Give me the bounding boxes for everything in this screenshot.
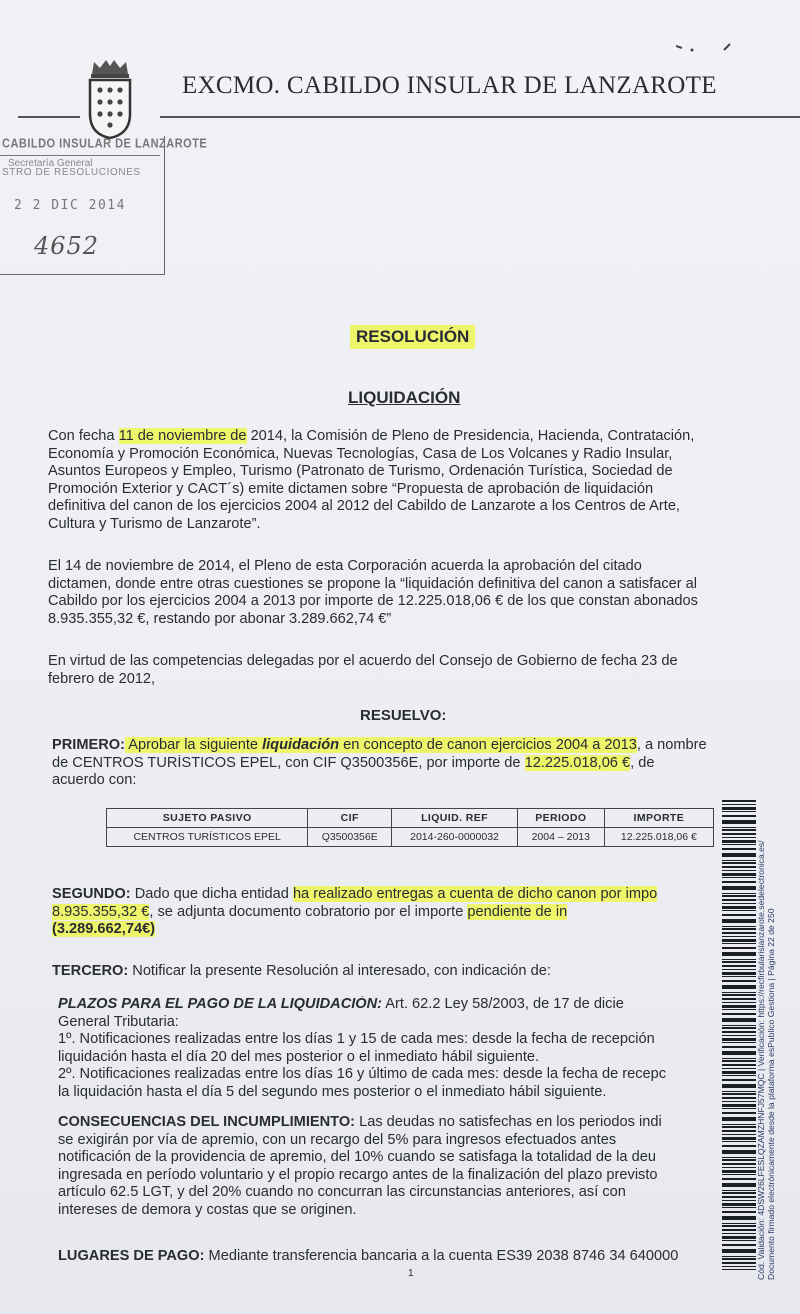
stamp-institution: CABILDO INSULAR DE LANZAROTE bbox=[2, 137, 208, 151]
paragraph-competencias: En virtud de las competencias delegadas por el acuerdo del Consejo de Gobierno de fecha 23 de febrero de 2012, bbox=[48, 653, 678, 687]
stamp-department: Secretaría General bbox=[8, 158, 93, 169]
paragraph-lugares: LUGARES DE PAGO: Mediante transferencia bancaria a la cuenta ES39 2038 8746 34 640000 bbox=[58, 1248, 679, 1264]
document-subtitle: LIQUIDACIÓN bbox=[348, 388, 461, 407]
header-rule-right bbox=[160, 116, 800, 118]
paragraph-plazos: PLAZOS PARA EL PAGO DE LA LIQUIDACIÓN: Art. 62.2 Ley 58/2003, de 17 de dicie General Tributaria: 1º. Notificaciones realizadas entre los días 1 y 15 de cada mes: desde la fecha de recepción liquidación hasta el día 20 del mes posterior o el inmediato hábil siguiente. 2º. Notificaciones realizadas entre los días 16 y último de cada mes: desde la fecha de recepc la liquidación hasta el día 5 del segundo mes posterior o el inmediato hábil siguiente. bbox=[58, 996, 667, 1100]
paragraph-primero: PRIMERO: Aprobar la siguiente liquidación en concepto de canon ejercicios 2004 a 2013, a nombre de CENTROS TURÍSTICOS EPEL, con CIF Q3500356E, por importe de 12.225.018,06 €, de acuerdo con: bbox=[52, 737, 707, 788]
stamp-number: 4652 bbox=[34, 232, 100, 260]
table-row: CENTROS TURÍSTICOS EPEL Q3500356E 2014-260-0000032 2004 – 2013 12.225.018,06 € bbox=[107, 828, 714, 847]
paragraph-pleno: El 14 de noviembre de 2014, el Pleno de esta Corporación acuerda la aprobación del citado dictamen, donde entre otras cuestiones se propone la “liquidación definitiva del canon a satisfacer al Cabildo por los ejercicios 2004 a 2013 por importe de 12.225.018,06 € de los que constan abonados 8.935.355,32 €, restando por abonar 3.289.662,74 €” bbox=[48, 558, 698, 627]
validation-text: Cód. Validación: 4DSW26LFESLQZAMZHNFJ57MQC | Verificación: https://recfirbularislanzarote.sedelectronica.es/ Documento firmado electrónicamente desde la plataforma esPublico Gestiona | Página 22 de 250 bbox=[756, 840, 776, 1280]
paragraph-segundo: SEGUNDO: Dado que dicha entidad ha realizado entregas a cuenta de dicho canon por impo 8.935.355,32 €, se adjunta documento cobratorio por el importe pendiente de in (3.289.662,74€) bbox=[52, 886, 658, 937]
paragraph-intro: Con fecha 11 de noviembre de 2014, la Comisión de Pleno de Presidencia, Hacienda, Contratación, Economía y Promoción Económica, Nuevas Tecnologías, Casa de Los Volcanes y Radio Insular, Asuntos Europeos y Empleo, Turismo (Patronato de Turismo, Ordenación Turística, Sociedad de Promoción Exterior y CACT´s) emite dictamen sobre “Propuesta de aprobación de liquidación definitiva del canon de los ejercicios 2004 al 2012 del Cabildo de Lanzarote a los Centros de Arte, Cultura y Turismo de Lanzarote”. bbox=[48, 428, 695, 532]
highlight-amount: 12.225.018,06 € bbox=[524, 754, 631, 771]
highlight-pending-amount: (3.289.662,74€) bbox=[52, 921, 156, 937]
stamp-registry: STRO DE RESOLUCIONES bbox=[2, 167, 141, 178]
coat-of-arms-icon bbox=[84, 58, 136, 140]
ink-marks bbox=[676, 40, 736, 56]
stamp-date: 2 2 DIC 2014 bbox=[14, 198, 126, 213]
highlight-date: 11 de noviembre de bbox=[118, 428, 247, 444]
paragraph-consecuencias: CONSECUENCIAS DEL INCUMPLIMIENTO: Las deudas no satisfechas en los periodos indi se exigirán por vía de apremio, con un recargo del 5% para ingresos efectuados antes notificación de la providencia de apremio, del 10% cuando se satisfaga la totalidad de la deu ingresada en período voluntario y el propio recargo antes de la finalización del plazo previsto artículo 62.5 LGT, y del 20% cuando no concurran las circunstancias anteriores, así con intereses de demora y costas que se originen. bbox=[58, 1114, 662, 1218]
document-title: RESOLUCIÓN bbox=[350, 325, 475, 349]
header-rule-left bbox=[18, 116, 80, 118]
page-number: 1 bbox=[408, 1268, 414, 1279]
liquidation-table bbox=[106, 808, 714, 847]
paragraph-tercero: TERCERO: Notificar la presente Resolución al interesado, con indicación de: bbox=[52, 963, 551, 979]
resuelvo-heading: RESUELVO: bbox=[360, 707, 447, 724]
institution-title: EXCMO. CABILDO INSULAR DE LANZAROTE bbox=[182, 72, 717, 99]
stamp-divider bbox=[0, 155, 160, 156]
table-header-row: SUJETO PASIVO CIF LIQUID. REF PERIODO IMPORTE bbox=[107, 809, 714, 828]
